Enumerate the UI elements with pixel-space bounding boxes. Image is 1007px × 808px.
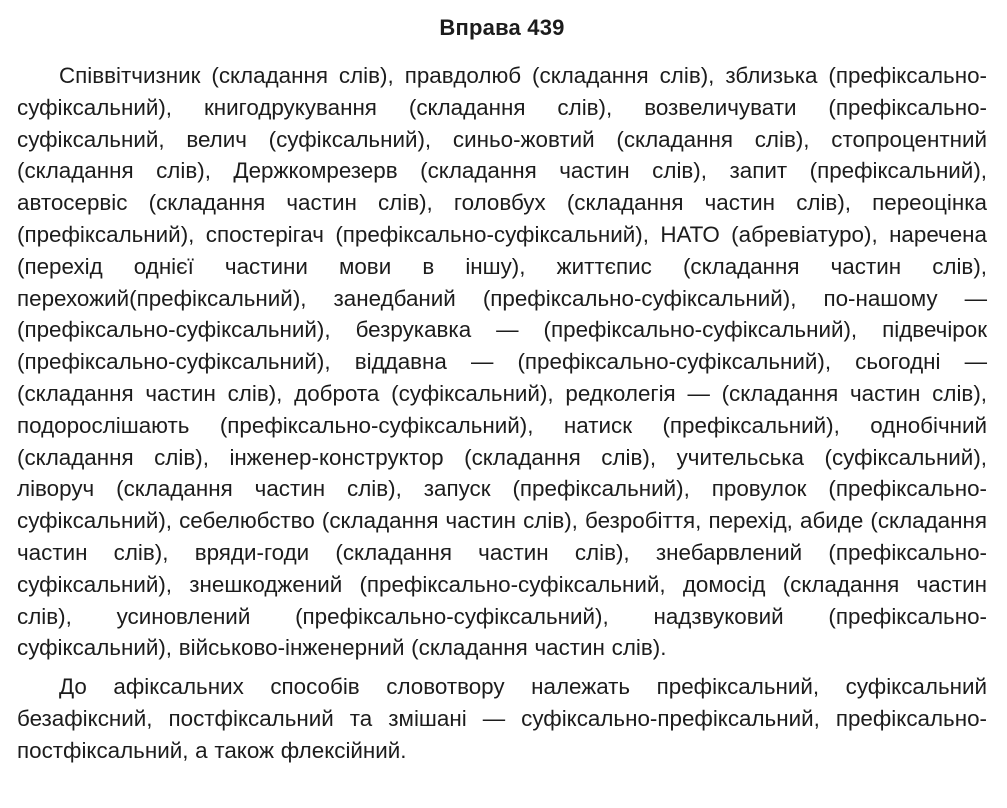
answer-paragraph: Співвітчизник (складання слів), правдолюб (складання слів), зблизька (префіксально-суфіксальний), книгодрукування (складання слів), возвеличувати (префіксально-суфіксальний, велич (суфіксальний), синьо-жовтий (складання слів), стопроцентний (складання слів), Держкомрезерв (складання частин слів), запит (префіксальний), автосервіс (складання частин слів), головбух (складання частин слів), переоцінка (префіксальний), спостерігач (префіксально-суфіксальний), НАТО (абревіатуро), наречена (перехід однієї частини мови в іншу), життєпис (складання частин слів), перехожий(префіксальний), занедбаний (префіксально-суфіксальний), по-нашому — (префіксально-суфіксальний), безрукавка — (префіксально-суфіксальний), підвечірок (префіксально-суфіксальний), віддавна — (префіксально-суфіксальний), сьогодні — (складання частин слів), доброта (суфіксальний), редколегія — (складання частин слів), подорослішають (префіксально-суфіксальний), натиск (префіксальний), однобічний (складання слів), інженер-конструктор (складання слів), учительська (суфіксальний), ліворуч (складання частин слів), запуск (префіксальний), провулок (префіксально-суфіксальний), себелюбство (складання частин слів), безробіття, перехід, абиде (складання частин слів), вряди-годи (складання частин слів), знебарвлений (префіксально-суфіксальний), знешкоджений (префіксально-суфіксальний, домосід (складання частин слів), усиновлений (префіксально-суфіксальний), надзвуковий (префіксально-суфіксальний), військово-інженерний (складання частин слів). xyxy=(17,63,987,661)
conclusion-paragraph: До афіксальних способів словотвору належать префіксальний, суфіксальний безафіксний, постфіксальний та змішані — суфіксально-префіксальний, префіксально-постфіксальний, а також флексійний. xyxy=(17,674,987,763)
exercise-title: Вправа 439 xyxy=(439,15,565,40)
